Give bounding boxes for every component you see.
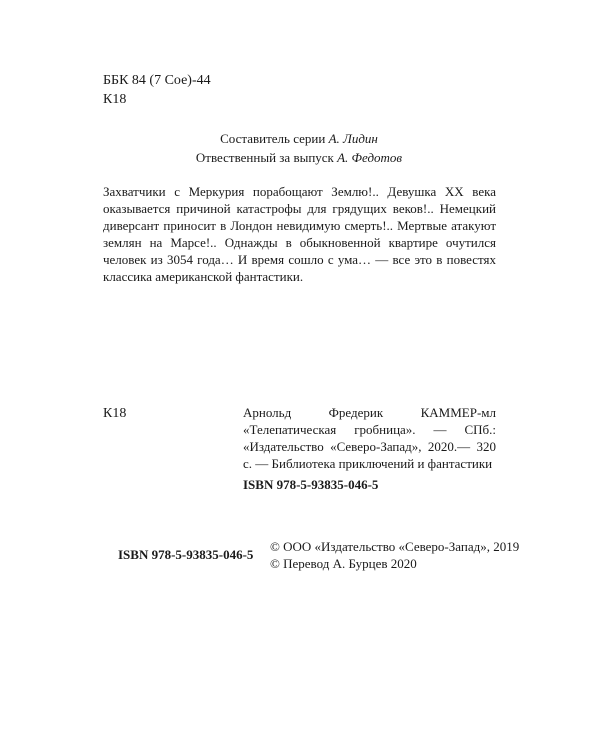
series-compiler-label: Составитель серии — [220, 131, 326, 146]
responsible-label: Отвественный за выпуск — [195, 150, 334, 165]
responsible-name: А. Федотов — [337, 150, 403, 165]
series-compiler-name: А. Лидин — [328, 131, 378, 146]
catalog-card-description: Арнольд Фредерик КАММЕР-мл «Телепатическая гробница». — СПб.: «Издательство «Северо-Запад», 2020.— 320 с. — Библиотека приключений и фантастики — [243, 405, 496, 471]
copyright-translation: © Перевод А. Бурцев 2020 — [270, 556, 417, 571]
catalog-card — [243, 404, 496, 493]
footer-isbn: ISBN 978-5-93835-046-5 — [118, 547, 254, 562]
catalog-card-isbn: ISBN 978-5-93835-046-5 — [243, 477, 379, 492]
credits-block — [103, 129, 495, 167]
series-compiler-line — [103, 129, 495, 148]
catalog-card-code: К18 — [103, 406, 127, 421]
author-code: К18 — [103, 92, 127, 107]
annotation-text: Захватчики с Меркурия порабощают Землю!.. Девушка XX века оказывается причиной катастрофы для грядущих веков!.. Немецкий диверсант приносит в Лондон невидимую смерть!.. Мертвые атакуют землян на Марсе!.. Однажды в обыкновенной квартире очутился человек из 3054 года… И время сошло с ума… — все это в повестях классика американской фантастики. — [103, 184, 496, 284]
bbk-block — [103, 71, 211, 109]
copyright-block — [270, 538, 519, 572]
copyright-publisher: © ООО «Издательство «Северо-Запад», 2019 — [270, 539, 520, 554]
bbk-index: ББК 84 (7 Сое)-44 — [103, 73, 211, 88]
annotation-block — [103, 183, 496, 285]
responsible-line — [103, 148, 495, 167]
